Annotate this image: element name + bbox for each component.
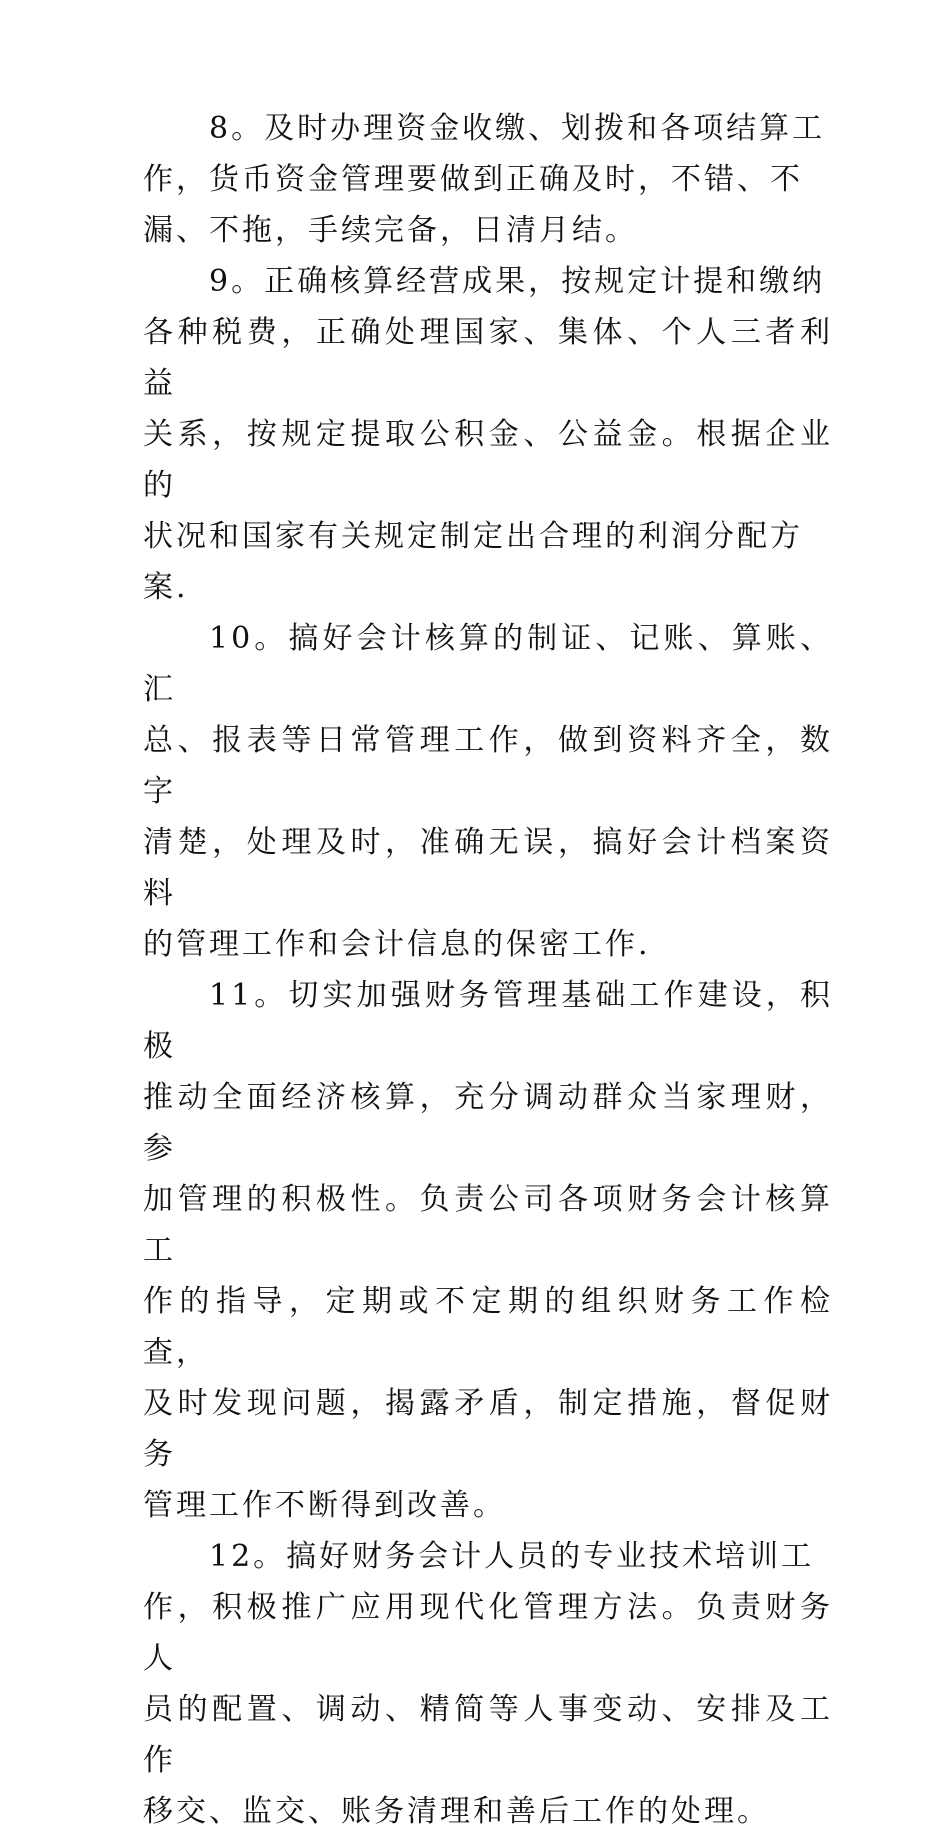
paragraph-item-8: 8。及时办理资金收缴、划拨和各项结算工 作，货币资金管理要做到正确及时，不错、不 漏、不拖，手续完备，日清月结。 (143, 111, 826, 248)
paragraph-item-9: 9。正确核算经营成果，按规定计提和缴纳 各种税费，正确处理国家、集体、个人三者利益 关系，按规定提取公积金、公益金。根据企业的 状况和国家有关规定制定出合理的利润分配方 案. (143, 264, 833, 605)
paragraph-item-12: 12。搞好财务会计人员的专业技术培训工 作，积极推广应用现代化管理方法。负责财务人 员的配置、调动、精简等人事变动、安排及工作 移交、监交、账务清理和善后工作的处理。 (143, 1539, 833, 1829)
document-body (143, 103, 833, 1837)
paragraph-item-10: 10。搞好会计核算的制证、记账、算账、汇 总、报表等日常管理工作，做到资料齐全，数字 清楚，处理及时，准确无误，搞好会计档案资料 的管理工作和会计信息的保密工作. (143, 621, 833, 962)
paragraph-item-11: 11。切实加强财务管理基础工作建设，积极 推动全面经济核算，充分调动群众当家理财，参 加管理的积极性。负责公司各项财务会计核算工 作的指导，定期或不定期的组织财务工作检查， 及时发现问题，揭露矛盾，制定措施，督促财务 管理工作不断得到改善。 (143, 978, 833, 1523)
